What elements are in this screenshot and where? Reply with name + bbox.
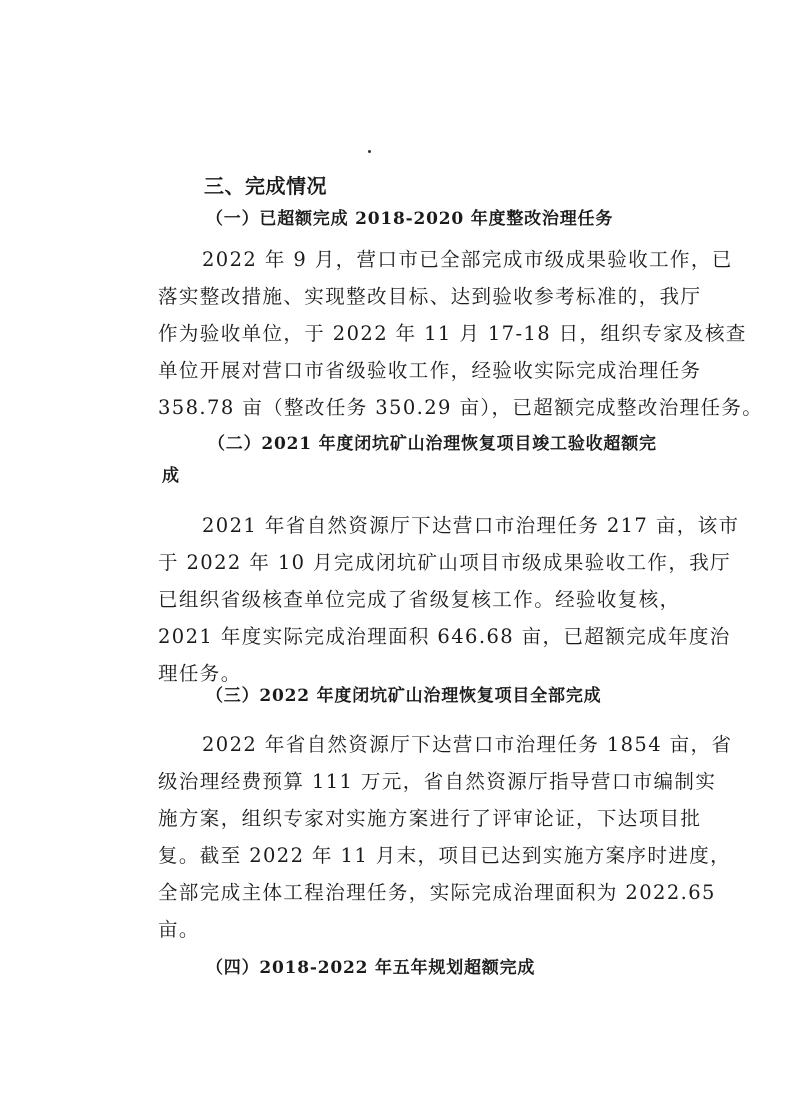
paragraph-1-line-4: 单位开展对营口市省级验收工作，经验收实际完成治理任务 <box>158 359 702 382</box>
paragraph-1-line-5: 358.78 亩（整改任务 350.29 亩），已超额完成整改治理任务。 <box>158 396 764 419</box>
subsection-3-heading: （三）2022 年度闭坑矿山治理恢复项目全部完成 <box>206 686 602 706</box>
paragraph-1-line-2: 落实整改措施、实现整改目标、达到验收参考标准的，我厅 <box>158 285 702 308</box>
subsection-2-heading-line-1: （二）2021 年度闭坑矿山治理恢复项目竣工验收超额完 <box>208 434 657 454</box>
paragraph-3-line-4: 复。截至 2022 年 11 月末，项目已达到实施方案序时进度， <box>158 844 732 867</box>
paragraph-3-line-2: 级治理经费预算 111 万元，省自然资源厅指导营口市编制实 <box>158 770 717 793</box>
paragraph-2-line-1: 2021 年省自然资源厅下达营口市治理任务 217 亩，该市 <box>202 514 740 537</box>
subsection-1-heading: （一）已超额完成 2018-2020 年度整改治理任务 <box>206 209 614 229</box>
paragraph-3-line-3: 施方案，组织专家对实施方案进行了评审论证，下达项目批 <box>158 807 702 830</box>
paragraph-2-line-4: 2021 年度实际完成治理面积 646.68 亩，已超额完成年度治 <box>158 625 731 648</box>
scan-dot <box>368 150 371 153</box>
paragraph-2-line-3: 已组织省级核查单位完成了省级复核工作。经验收复核， <box>158 588 681 611</box>
paragraph-3-line-1: 2022 年省自然资源厅下达营口市治理任务 1854 亩，省 <box>202 733 733 756</box>
paragraph-3-line-5: 全部完成主体工程治理任务，实际完成治理面积为 2022.65 <box>158 881 716 904</box>
paragraph-3-line-6: 亩。 <box>158 918 200 941</box>
section-heading: 三、完成情况 <box>204 174 327 198</box>
paragraph-1-line-1: 2022 年 9 月，营口市已全部完成市级成果验收工作，已 <box>202 248 733 271</box>
paragraph-2-line-5: 理任务。 <box>158 662 242 685</box>
subsection-2-heading-line-2: 成 <box>162 466 180 486</box>
subsection-4-heading: （四）2018-2022 年五年规划超额完成 <box>206 958 536 978</box>
paragraph-2-line-2: 于 2022 年 10 月完成闭坑矿山项目市级成果验收工作，我厅 <box>158 551 732 574</box>
paragraph-1-line-3: 作为验收单位，于 2022 年 11 月 17-18 日，组织专家及核查 <box>158 322 747 345</box>
